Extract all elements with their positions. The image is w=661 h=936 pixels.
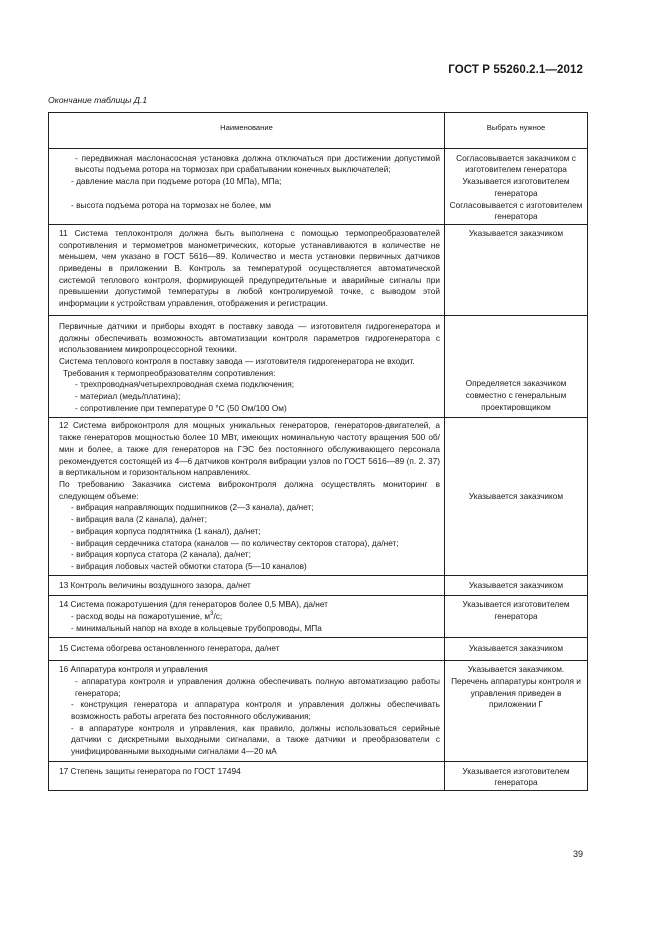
row-choice	[445, 148, 588, 224]
superscript: 3	[210, 611, 214, 618]
table-row	[49, 148, 588, 224]
row-description	[49, 661, 445, 762]
text-line: 14 Система пожаротушения (для генераторов более 0,5 МВА), да/нет	[59, 599, 328, 610]
text-line: - вибрация сердечника статора (каналов — по количеству секторов статора), да/нет;	[71, 537, 399, 548]
text-line: - вибрация вала (2 канала), да/нет;	[71, 514, 207, 525]
text-line: Система теплового контроля в поставку завода — изготовителя гидрогенератора не входит.	[59, 355, 415, 366]
table-row	[49, 661, 588, 762]
row-choice: Указывается заказчиком. Перечень аппаратуры контроля и управления приведен в приложении Г	[445, 661, 588, 762]
row-description	[49, 638, 445, 661]
row-description	[49, 148, 445, 224]
table-row	[49, 315, 588, 418]
table-row	[49, 596, 588, 638]
text-line: - давление масла при подъеме ротора (10 МПа), МПа;	[71, 176, 282, 187]
text-line: Требования к термопреобразователям сопротивления:	[63, 367, 276, 378]
table-row	[49, 638, 588, 661]
choice-line: Указывается изготовителем генератора	[462, 176, 570, 198]
text-part: /с;	[213, 611, 223, 622]
standard-header: ГОСТ Р 55260.2.1—2012	[448, 64, 583, 76]
choice-line: Согласовывается с изготовителем генератора	[449, 199, 583, 222]
row-choice: Указывается изготовителем генератора	[445, 761, 588, 790]
text-line	[59, 611, 440, 623]
text-line: - материал (медь/платина);	[75, 391, 181, 402]
row-choice: Указывается заказчиком	[445, 575, 588, 596]
text-line: 12 Система виброконтроля для мощных уникальных генераторов, генераторов-двигателей, а также генераторов мощностью более 10 МВт, имеющих номинальную частоту вращения 500 об/мин и более, а также для генераторов на ГЭС без постоянного обслуживающего персонала рекомендуется состоящей из 4—6 датчиков контроля вибрации узлов по ГОСТ 5616—89 (п. 2. 37) в вертикальном и горизонтальном направлениях.	[59, 420, 440, 478]
table-header-row	[49, 113, 588, 149]
row-description	[49, 418, 445, 575]
text-line: - в аппаратуре контроля и управления, как правило, должны использоваться серийные датчики с дискретными выходными сигналами, а также датчики и преобразователи с унифицированными выходными сигналами 4—20 мА	[71, 722, 440, 757]
text-line: - вибрация направляющих подшипников (2—3 канала), да/нет;	[71, 502, 314, 513]
table-caption: Окончание таблицы Д.1	[48, 95, 148, 105]
text-line: - вибрация лобовых частей обмотки статора (5—10 каналов)	[71, 560, 307, 571]
row-choice: Указывается заказчиком	[445, 638, 588, 661]
header-choice: Выбрать нужное	[445, 113, 588, 149]
requirements-table	[48, 112, 588, 791]
text-line: 11 Система теплоконтроля должна быть выполнена с помощью термопреобразователей сопротивления и термометров манометрических, которые устанавливаются в количестве не меньшем, чем указано в ГОСТ 5616—89. Количество и места установки первичных датчиков приведены в приложении В. Контроль за температурой осуществляется автоматической системой теплового контроля, формирующей предупредительные и аварийные сигналы при превышении допустимой температуры в любой контролируемой точке, с выводом этой информации к устройствам управления, отображения и регистрации.	[59, 227, 440, 309]
text-line: - вибрация корпуса статора (2 канала), да/нет;	[71, 549, 251, 560]
table-row	[49, 575, 588, 596]
text-line: - высота подъема ротора на тормозах не более, мм	[71, 199, 271, 210]
choice-line: Согласовывается заказчиком с изготовителем генератора	[456, 152, 576, 175]
text-part: - расход воды на пожаротушение, м	[71, 611, 211, 622]
text-line: - трехпроводная/четырехпроводная схема подключения;	[75, 379, 295, 390]
row-description	[49, 761, 445, 790]
row-description	[49, 315, 445, 418]
text-line: 13 Контроль величины воздушного зазора, да/нет	[59, 579, 251, 590]
row-choice: Указывается заказчиком	[445, 224, 588, 315]
row-choice: Определяется заказчиком совместно с генеральным проектировщиком	[445, 315, 588, 418]
text-line: Первичные датчики и приборы входят в поставку завода — изготовителя гидрогенератора и должны обеспечивать возможность автоматизации контроля параметров гидрогенератора с использованием микропроцессорной техники.	[59, 320, 440, 355]
text-line: - минимальный напор на входе в кольцевые трубопроводы, МПа	[71, 622, 322, 633]
text-line: 17 Степень защиты генератора по ГОСТ 17494	[59, 765, 241, 776]
text-line: - аппаратура контроля и управления должна обеспечивать полную автоматизацию работы генератора;	[75, 675, 440, 698]
row-description	[49, 596, 445, 638]
text-line: - передвижная маслонасосная установка должна отключаться при достижении допустимой высоты подъема ротора на тормозах при срабатывании конечных выключателей;	[75, 152, 440, 175]
row-choice: Указывается заказчиком	[445, 418, 588, 575]
row-description	[49, 224, 445, 315]
row-choice: Указывается изготовителем генератора	[445, 596, 588, 638]
text-line: - сопротивление при температуре 0 °С (50 Ом/100 Ом)	[75, 402, 287, 413]
text-line: По требованию Заказчика система виброконтроля должна осуществлять мониторинг в следующем объеме:	[59, 478, 440, 501]
text-line: 16 Аппаратура контроля и управления	[59, 664, 208, 675]
table-row	[49, 761, 588, 790]
text-line: 15 Система обогрева остановленного генератора, да/нет	[59, 643, 280, 654]
table-row	[49, 224, 588, 315]
table-row	[49, 418, 588, 575]
page-number: 39	[572, 849, 583, 859]
text-line: - вибрация корпуса подпятника (1 канал), да/нет;	[71, 525, 261, 536]
header-name: Наименование	[49, 113, 445, 149]
text-line: - конструкция генератора и аппаратура контроля и управления должны обеспечивать возможность работы агрегата без постоянного обслуживания;	[71, 699, 440, 721]
row-description	[49, 575, 445, 596]
